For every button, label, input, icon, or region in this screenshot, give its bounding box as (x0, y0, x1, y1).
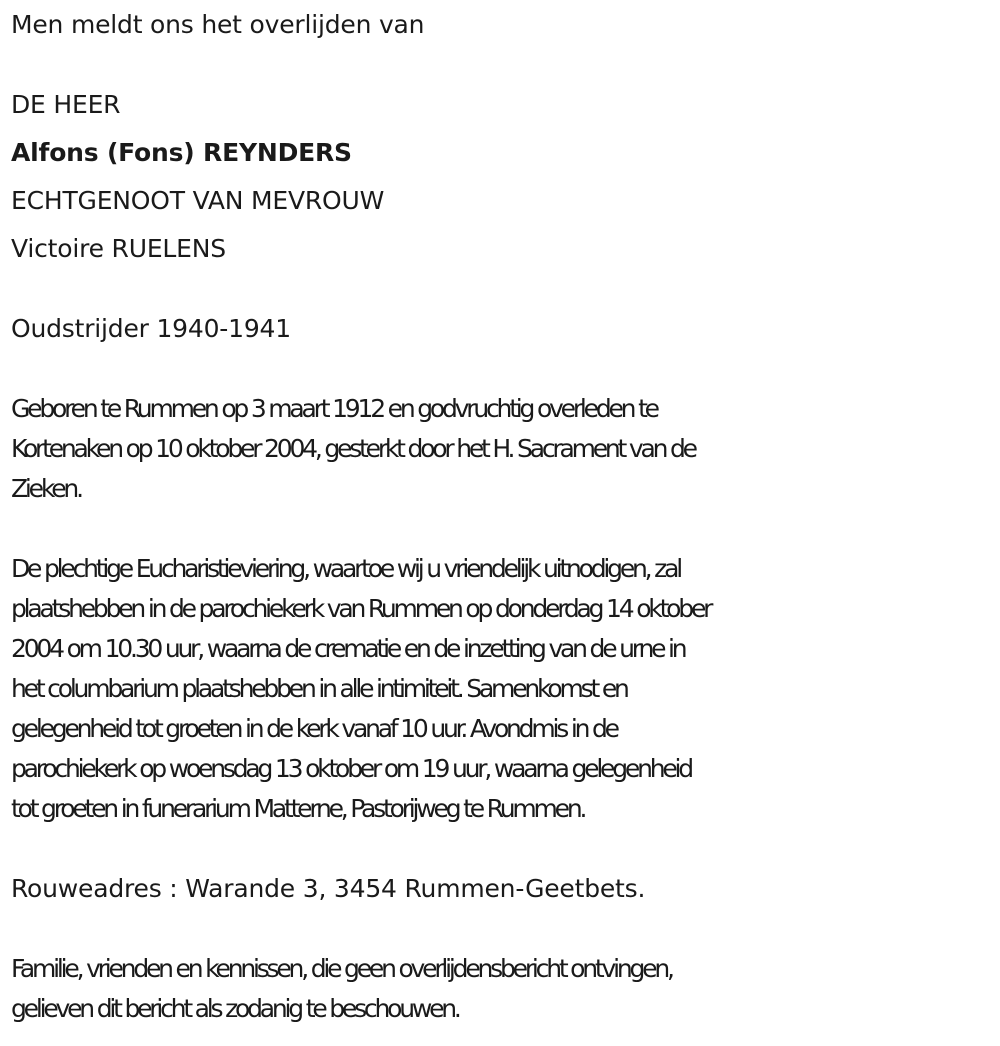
paragraph-line: plaatshebben in de parochiekerk van Rummen op donderdag 14 oktober (11, 594, 711, 623)
paragraph-line: gelieven dit bericht als zodanig te beschouwen. (11, 994, 459, 1023)
deceased-name: Alfons (Fons) REYNDERS (11, 138, 352, 167)
paragraph-line: De plechtige Eucharistieviering, waartoe wij u vriendelijk uitnodigen, zal (11, 554, 680, 583)
birth-death-paragraph (11, 389, 991, 509)
paragraph-line: gelegenheid tot groeten in de kerk vanaf 10 uur. Avondmis in de (11, 714, 617, 743)
spouse-label: ECHTGENOOT VAN MEVROUW (11, 186, 385, 215)
intro-line: Men meldt ons het overlijden van (11, 10, 425, 39)
paragraph-line: 2004 om 10.30 uur, waarna de crematie en de inzetting van de urne in (11, 634, 685, 663)
ceremony-paragraph (11, 549, 991, 829)
closing-paragraph (11, 949, 991, 1029)
paragraph-line: Familie, vrienden en kennissen, die geen overlijdensbericht ontvingen, (11, 954, 672, 983)
paragraph-line: tot groeten in funerarium Matterne, Pastorijweg te Rummen. (11, 794, 585, 823)
paragraph-line: Geboren te Rummen op 3 maart 1912 en godvruchtig overleden te (11, 394, 657, 423)
honorific: DE HEER (11, 90, 121, 119)
paragraph-line: Kortenaken op 10 oktober 2004, gesterkt door het H. Sacrament van de (11, 434, 695, 463)
paragraph-line: het columbarium plaatshebben in alle intimiteit. Samenkomst en (11, 674, 627, 703)
spouse-name: Victoire RUELENS (11, 234, 226, 263)
mourning-address: Rouweadres : Warande 3, 3454 Rummen-Geetbets. (11, 874, 646, 903)
paragraph-line: Zieken. (11, 474, 81, 503)
veteran-note: Oudstrijder 1940-1941 (11, 314, 291, 343)
paragraph-line: parochiekerk op woensdag 13 oktober om 19 uur, waarna gelegenheid (11, 754, 691, 783)
